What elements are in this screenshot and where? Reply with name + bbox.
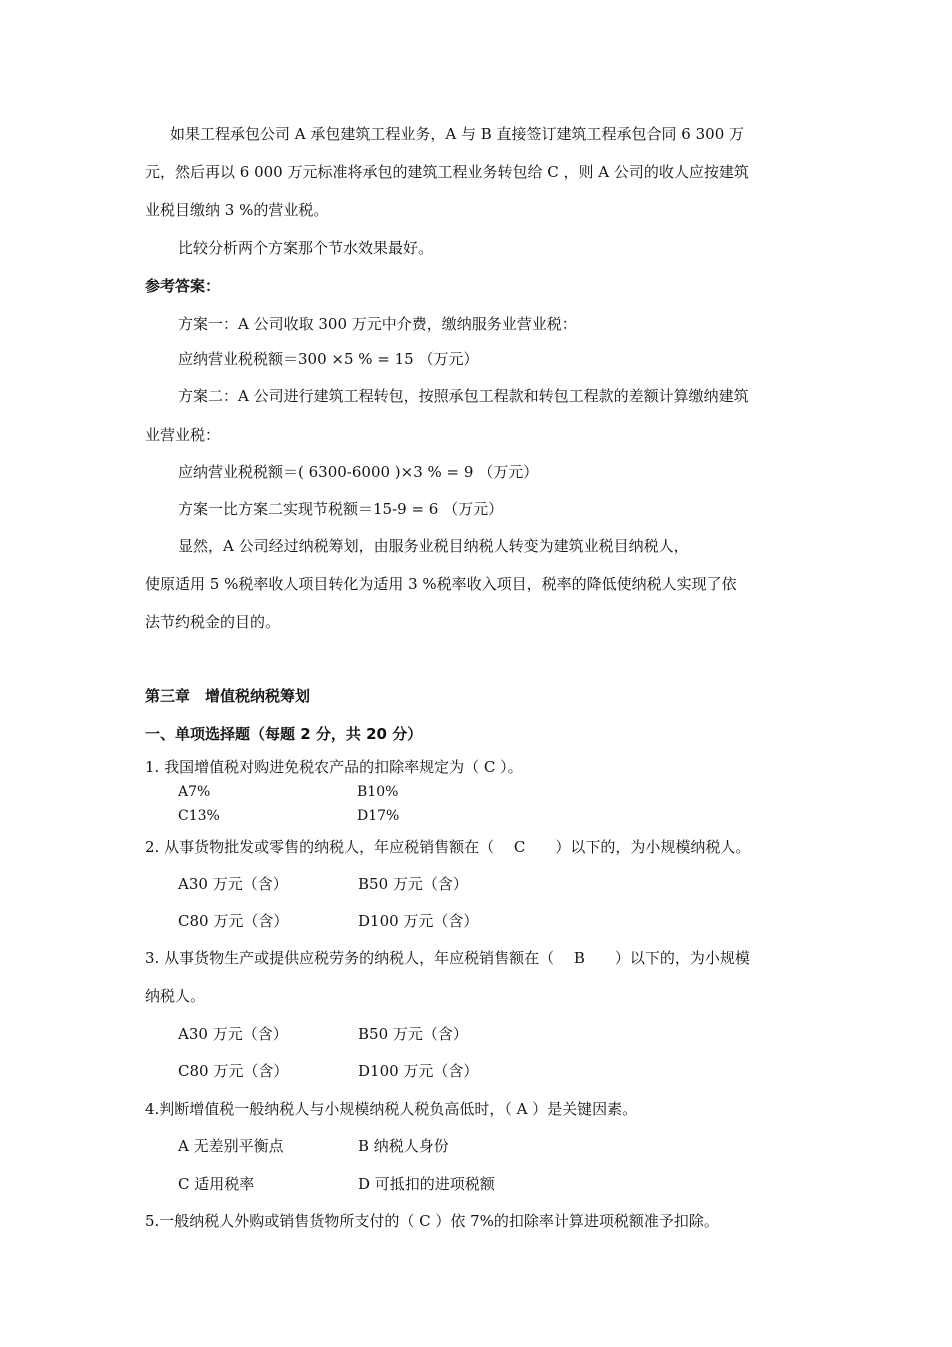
answer-plan-2-line-2: 业营业税：	[145, 426, 221, 444]
question-4-stem: 4.判断增值税一般纳税人与小规模纳税人税负高低时，（ A ）是关键因素。	[145, 1100, 638, 1118]
question-2-option-d: D100 万元（含）	[358, 912, 479, 930]
answer-conclusion-line-1: 显然，A 公司经过纳税筹划，由服务业税目纳税人转变为建筑业税目纳税人，	[178, 537, 689, 555]
intro-line-2: 元，然后再以 6 000 万元标准将承包的建筑工程业务转包给 C ，则 A 公司的收人应按建筑	[145, 163, 749, 181]
question-3-option-b: B50 万元（含）	[358, 1025, 468, 1043]
answer-conclusion-line-3: 法节约税金的目的。	[145, 613, 281, 631]
intro-line-1: 如果工程承包公司 A 承包建筑工程业务，A 与 B 直接签订建筑工程承包合同 6 300 万	[170, 125, 745, 143]
question-2-option-a: A30 万元（含）	[178, 875, 288, 893]
question-4-option-b: B 纳税人身份	[358, 1137, 449, 1155]
question-4-option-d: D 可抵扣的进项税额	[358, 1175, 495, 1193]
answer-plan-2-line-1: 方案二：A 公司进行建筑工程转包，按照承包工程款和转包工程款的差额计算缴纳建筑	[178, 387, 749, 405]
question-5-stem: 5.一般纳税人外购或销售货物所支付的（ C ）依 7%的扣除率计算进项税额准予扣除。	[145, 1212, 719, 1230]
answer-heading: 参考答案：	[145, 277, 221, 295]
question-3-stem: 3. 从事货物生产或提供应税劳务的纳税人，年应税销售额在（ B ）以下的，为小规模	[145, 949, 750, 967]
question-2-option-b: B50 万元（含）	[358, 875, 468, 893]
question-1-option-c: C13%	[178, 808, 220, 824]
question-2-option-c: C80 万元（含）	[178, 912, 289, 930]
answer-plan-2-calc: 应纳营业税税额＝( 6300-6000 )×3 % = 9 （万元）	[178, 463, 539, 481]
question-3-option-d: D100 万元（含）	[358, 1062, 479, 1080]
chapter-title: 第三章 增值税纳税筹划	[145, 687, 311, 705]
question-1-option-d: D17%	[357, 808, 400, 824]
answer-plan-1-calc: 应纳营业税税额＝300 ×5 % = 15 （万元）	[178, 350, 479, 368]
answer-plan-1: 方案一：A 公司收取 300 万元中介费，缴纳服务业营业税：	[178, 315, 577, 333]
question-1-option-b: B10%	[357, 784, 399, 800]
section-title: 一、单项选择题（每题 2 分，共 20 分）	[145, 725, 423, 743]
question-1-option-a: A7%	[178, 784, 211, 800]
answer-conclusion-line-2: 使原适用 5 %税率收人项目转化为适用 3 %税率收入项目，税率的降低使纳税人实现了依	[145, 575, 737, 593]
intro-line-3: 业税目缴纳 3 %的营业税。	[145, 201, 329, 219]
question-1-stem: 1. 我国增值税对购进免税农产品的扣除率规定为（ C ）。	[145, 758, 523, 776]
question-4-option-a: A 无差别平衡点	[178, 1137, 284, 1155]
question-3-option-a: A30 万元（含）	[178, 1025, 288, 1043]
question-2-stem: 2. 从事货物批发或零售的纳税人，年应税销售额在（ C ）以下的，为小规模纳税人。	[145, 838, 751, 856]
intro-line-4: 比较分析两个方案那个节水效果最好。	[178, 239, 434, 257]
question-3-stem-cont: 纳税人。	[145, 987, 206, 1005]
answer-savings: 方案一比方案二实现节税额＝15-9 = 6 （万元）	[178, 500, 504, 518]
question-3-option-c: C80 万元（含）	[178, 1062, 289, 1080]
question-4-option-c: C 适用税率	[178, 1175, 255, 1193]
